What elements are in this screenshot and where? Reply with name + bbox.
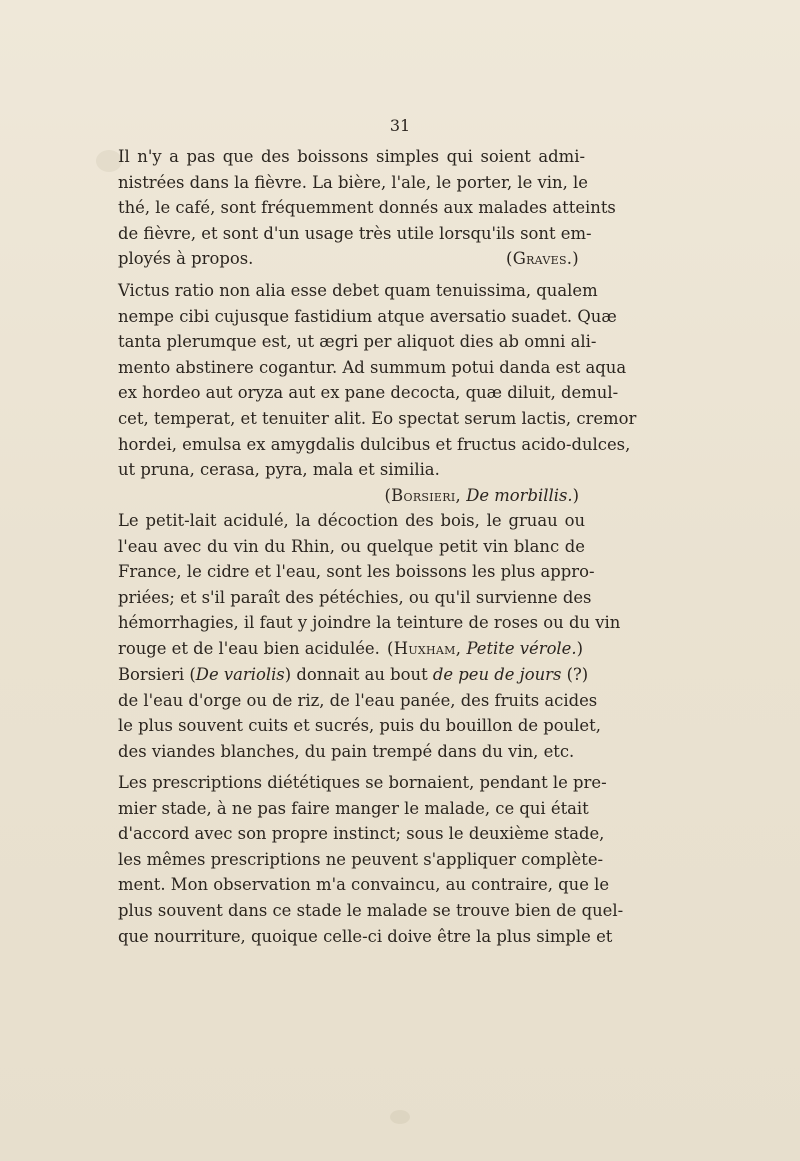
text-line: l'eau avec du vin du Rhin, ou quelque petit vin blanc de (118, 536, 585, 556)
text-line: cet, temperat, et tenuiter alit. Eo spectat serum lactis, cremor (118, 408, 637, 428)
text-line: Il n'y a pas que des boissons simples qui soient admi- (118, 147, 585, 166)
citation-graves: (Graves.) (506, 249, 579, 269)
text-fragment: Borsieri ( (118, 665, 196, 684)
paragraph-borsieri-latin (118, 278, 637, 508)
text-line: ex hordeo aut oryza aut ex pane decocta, quæ diluit, demul- (118, 383, 619, 403)
text-line: le plus souvent cuits et sucrés, puis du bouillon de poulet, (118, 716, 601, 736)
citation-close: ) (576, 638, 583, 658)
work-title: De variolis (195, 665, 285, 684)
text-line: mento abstinere cogantur. Ad summum potui danda est aqua (118, 357, 627, 377)
text-line: de fièvre, et sont d'un usage très utile lorsqu'ils sont em- (118, 223, 592, 243)
text-line: ment. Mon observation m'a convaincu, au contraire, que le (118, 875, 610, 895)
text-line: les mêmes prescriptions ne peuvent s'appliquer complète- (118, 849, 604, 869)
emphasis: de peu de jours (432, 665, 562, 684)
text-fragment: ) donnait au bout (284, 665, 433, 684)
text-line: rouge et de l'eau bien acidulée. (118, 638, 380, 658)
citation-author: (Borsieri, (384, 485, 461, 505)
text-line: plus souvent dans ce stade le malade se trouve bien de quel- (118, 900, 624, 920)
text-line: nempe cibi cujusque fastidium atque aversatio suadet. Quæ (118, 306, 617, 326)
text-line: Les prescriptions diététiques se bornaient, pendant le pre- (118, 773, 607, 792)
text-line: priées; et s'il paraît des pétéchies, ou qu'il survienne des (118, 587, 592, 607)
citation-author: (Huxham, (387, 638, 462, 658)
text-line: de l'eau d'orge ou de riz, de l'eau panée, des fruits acides (118, 690, 598, 710)
text-line: tanta plerumque est, ut ægri per aliquot dies ab omni ali- (118, 332, 597, 352)
text-line: Le petit-lait acidulé, la décoction des bois, le gruau ou (118, 511, 585, 530)
page-number: 31 (389, 116, 411, 135)
citation-borsieri (118, 483, 585, 509)
text-line: que nourriture, quoique celle-ci doive être la plus simple et (118, 926, 613, 946)
citation-line (118, 636, 585, 662)
text-line: mier stade, à ne pas faire manger le malade, ce qui était (118, 798, 589, 818)
text-line (118, 662, 589, 688)
citation-work: Petite vérole. (466, 638, 577, 658)
text-fragment: (?) (561, 665, 589, 684)
citation-line (118, 246, 585, 272)
citation-work: De morbillis. (466, 485, 573, 505)
text-line: des viandes blanches, du pain trempé dans du vin, etc. (118, 741, 575, 761)
text-line: France, le cidre et l'eau, sont les boissons les plus appro- (118, 562, 595, 582)
paragraph-huxham (118, 508, 621, 662)
citation-close: ) (572, 485, 579, 505)
text-line: nistrées dans la fièvre. La bière, l'ale, le porter, le vin, le (118, 172, 588, 192)
text-line: Victus ratio non alia esse debet quam tenuissima, qualem (118, 281, 598, 300)
text-line: hémorrhagies, il faut y joindre la teinture de roses ou du vin (118, 613, 621, 633)
paper-stain (390, 1110, 410, 1124)
text-line: ut pruna, cerasa, pyra, mala et similia. (118, 460, 440, 480)
text-line: hordei, emulsa ex amygdalis dulcibus et fructus acido-dulces, (118, 434, 631, 454)
citation-huxham (387, 636, 585, 662)
text-line: thé, le café, sont fréquemment donnés aux malades atteints (118, 198, 616, 218)
text-line: ployés à propos. (118, 249, 254, 269)
paragraph-borsieri-variolis (118, 662, 601, 764)
text-line: d'accord avec son propre instinct; sous le deuxième stade, (118, 824, 605, 844)
paragraph-graves (118, 144, 616, 272)
paragraph-prescriptions (118, 770, 624, 949)
